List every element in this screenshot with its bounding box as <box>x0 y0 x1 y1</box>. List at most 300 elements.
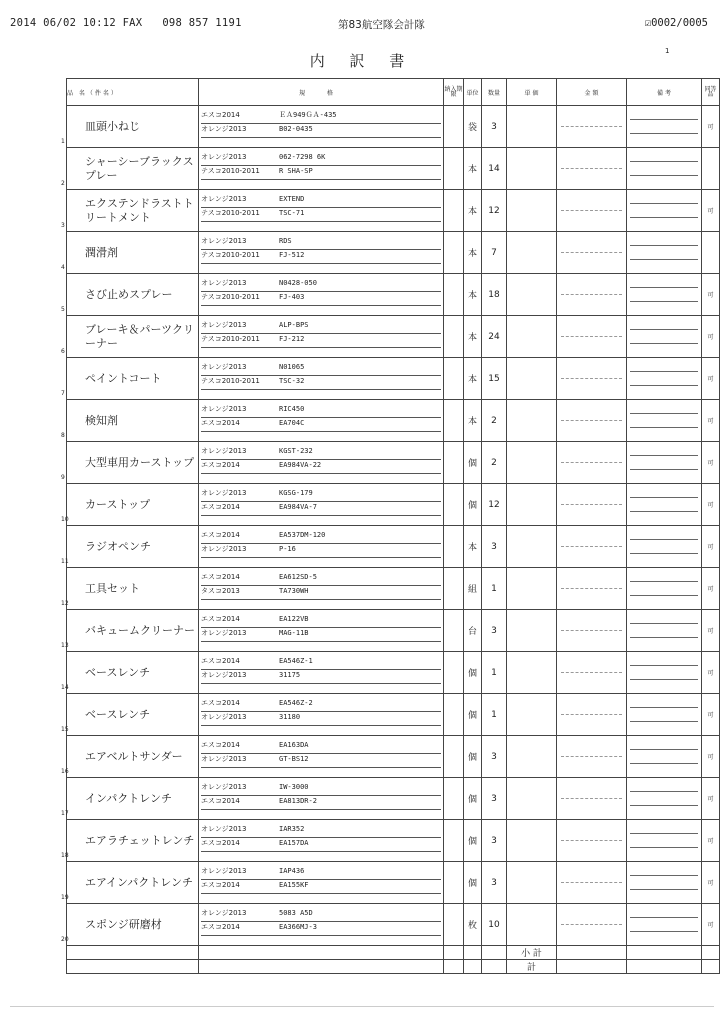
item-qty: 3 <box>482 736 507 778</box>
item-equivalent: 可 <box>702 484 720 526</box>
item-name: さび止めスプレー <box>85 287 173 301</box>
item-name-cell <box>61 526 199 568</box>
spec-maker: オレンジ2013 <box>201 125 247 133</box>
item-spec-cell <box>199 400 444 442</box>
spec-line <box>201 152 441 166</box>
spec-line <box>201 404 441 418</box>
spec-model: GT-BS12 <box>279 755 309 763</box>
amount-guide <box>561 336 622 337</box>
spec-line <box>201 782 441 796</box>
spec-model: EA122VB <box>279 615 309 623</box>
item-spec-cell <box>199 484 444 526</box>
spec-model: TSC-71 <box>279 209 305 217</box>
item-qty: 2 <box>482 400 507 442</box>
spec-line <box>201 544 441 558</box>
item-unit: 本 <box>464 232 482 274</box>
spec-model: EA546Z-2 <box>279 699 313 707</box>
item-equivalent <box>702 232 720 274</box>
note-line <box>630 245 698 246</box>
item-unit-price <box>507 400 557 442</box>
item-maker-no <box>444 610 464 652</box>
item-spec-cell <box>199 652 444 694</box>
item-maker-no <box>444 568 464 610</box>
note-line <box>630 847 698 848</box>
spec-line <box>201 418 441 432</box>
spec-model: N01065 <box>279 363 305 371</box>
spec-model: EA612SD-5 <box>279 573 317 581</box>
item-amount <box>557 232 627 274</box>
spec-maker: オレンジ2013 <box>201 713 247 721</box>
amount-guide <box>561 210 622 211</box>
item-equivalent: 可 <box>702 736 720 778</box>
note-line <box>630 595 698 596</box>
item-maker-no <box>444 358 464 400</box>
item-qty: 3 <box>482 778 507 820</box>
spec-model: TSC-32 <box>279 377 305 385</box>
item-name: ラジオペンチ <box>85 539 151 553</box>
item-name: エクステンドラストトリートメント <box>85 196 194 224</box>
spec-maker: エスコ2014 <box>201 699 240 707</box>
item-equivalent: 可 <box>702 820 720 862</box>
item-number: 2 <box>61 180 65 187</box>
amount-guide <box>561 756 622 757</box>
table-row <box>67 904 720 946</box>
spec-line <box>201 194 441 208</box>
spec-maker: オレンジ2013 <box>201 279 247 287</box>
item-name-cell <box>61 358 199 400</box>
item-note <box>627 232 702 274</box>
item-amount <box>557 652 627 694</box>
table-row <box>67 526 720 568</box>
item-unit: 本 <box>464 274 482 316</box>
note-line <box>630 833 698 834</box>
item-unit: 本 <box>464 526 482 568</box>
amount-guide <box>561 924 622 925</box>
note-line <box>630 679 698 680</box>
item-unit: 個 <box>464 820 482 862</box>
scan-edge <box>10 1006 714 1007</box>
item-name-cell <box>61 904 199 946</box>
spec-line <box>201 670 441 684</box>
spec-model: RIC450 <box>279 405 305 413</box>
amount-guide <box>561 420 622 421</box>
spec-line <box>201 628 441 642</box>
item-note <box>627 778 702 820</box>
header-yn: 同等品 <box>702 79 720 106</box>
item-equivalent <box>702 148 720 190</box>
item-note <box>627 526 702 568</box>
item-unit-price <box>507 652 557 694</box>
note-line <box>630 371 698 372</box>
item-name-cell <box>61 862 199 904</box>
item-maker-no <box>444 904 464 946</box>
table-row <box>67 652 720 694</box>
spec-line <box>201 796 441 810</box>
spec-line <box>201 530 441 544</box>
spec-maker: オレンジ2013 <box>201 825 247 833</box>
item-equivalent: 可 <box>702 316 720 358</box>
item-amount <box>557 358 627 400</box>
item-unit-price <box>507 232 557 274</box>
spec-line <box>201 166 441 180</box>
item-maker-no <box>444 316 464 358</box>
table-row <box>67 694 720 736</box>
note-line <box>630 665 698 666</box>
spec-maker: エスコ2014 <box>201 741 240 749</box>
fax-datetime: 2014 06/02 10:12 FAX 098 857 1191 <box>10 17 242 29</box>
note-line <box>630 161 698 162</box>
table-row <box>67 106 720 148</box>
note-line <box>630 889 698 890</box>
item-name-cell <box>61 736 199 778</box>
spec-maker: テスコ2010-2011 <box>201 167 260 175</box>
item-note <box>627 694 702 736</box>
spec-maker: エスコ2014 <box>201 923 240 931</box>
item-name: シャーシーブラックスプレー <box>85 154 194 182</box>
table-row <box>67 778 720 820</box>
spec-line <box>201 698 441 712</box>
spec-maker: テスコ2010-2011 <box>201 251 260 259</box>
amount-guide <box>561 672 622 673</box>
item-amount <box>557 190 627 232</box>
note-line <box>630 427 698 428</box>
spec-model: FJ-403 <box>279 293 305 301</box>
note-line <box>630 931 698 932</box>
note-line <box>630 497 698 498</box>
spec-line <box>201 712 441 726</box>
amount-guide <box>561 588 622 589</box>
item-unit: 本 <box>464 316 482 358</box>
item-name: エアベルトサンダー <box>85 749 183 763</box>
spec-maker: エスコ2014 <box>201 111 240 119</box>
item-name-cell <box>61 484 199 526</box>
item-number: 18 <box>61 852 69 859</box>
item-spec-cell <box>199 190 444 232</box>
item-unit-price <box>507 778 557 820</box>
item-equivalent: 可 <box>702 526 720 568</box>
item-note <box>627 442 702 484</box>
spec-line <box>201 292 441 306</box>
item-spec-cell <box>199 442 444 484</box>
item-maker-no <box>444 232 464 274</box>
item-name-cell <box>61 148 199 190</box>
spec-maker: オレンジ2013 <box>201 363 247 371</box>
item-note <box>627 862 702 904</box>
item-maker-no <box>444 148 464 190</box>
spec-maker: エスコ2014 <box>201 531 240 539</box>
item-number: 8 <box>61 432 65 439</box>
item-qty: 24 <box>482 316 507 358</box>
spec-model: TA730WH <box>279 587 309 595</box>
item-name-cell <box>61 610 199 652</box>
header-qty: 数量 <box>482 79 507 106</box>
item-note <box>627 358 702 400</box>
spec-line <box>201 880 441 894</box>
note-line <box>630 469 698 470</box>
spec-maker: オレンジ2013 <box>201 153 247 161</box>
item-note <box>627 400 702 442</box>
item-name: 皿頭小ねじ <box>85 119 140 133</box>
spec-model: N0428-050 <box>279 279 317 287</box>
item-maker-no <box>444 400 464 442</box>
item-number: 3 <box>61 222 65 229</box>
table-row <box>67 568 720 610</box>
table-row <box>67 610 720 652</box>
spec-maker: オレンジ2013 <box>201 405 247 413</box>
note-line <box>630 203 698 204</box>
note-line <box>630 623 698 624</box>
spec-line <box>201 502 441 516</box>
table-row <box>67 358 720 400</box>
spec-model: IAR352 <box>279 825 305 833</box>
spec-model: ALP-BPS <box>279 321 309 329</box>
spec-model: FJ-212 <box>279 335 305 343</box>
spec-model: P-16 <box>279 545 296 553</box>
item-name-cell <box>61 106 199 148</box>
item-spec-cell <box>199 736 444 778</box>
amount-guide <box>561 630 622 631</box>
spec-maker: エスコ2014 <box>201 797 240 805</box>
note-line <box>630 133 698 134</box>
amount-guide <box>561 714 622 715</box>
spec-line <box>201 488 441 502</box>
table-row <box>67 190 720 232</box>
spec-maker: オレンジ2013 <box>201 909 247 917</box>
spec-maker: エスコ2014 <box>201 461 240 469</box>
item-amount <box>557 610 627 652</box>
item-spec-cell <box>199 232 444 274</box>
note-line <box>630 175 698 176</box>
spec-line <box>201 922 441 936</box>
item-equivalent: 可 <box>702 274 720 316</box>
item-note <box>627 904 702 946</box>
item-maker-no <box>444 274 464 316</box>
item-name: 潤滑剤 <box>85 245 118 259</box>
spec-model: 062-7298 6K <box>279 153 326 161</box>
item-spec-cell <box>199 316 444 358</box>
item-unit: 枚 <box>464 904 482 946</box>
header-note: 備 考 <box>627 79 702 106</box>
header-name: 品 名（件名） <box>67 79 199 106</box>
spec-line <box>201 740 441 754</box>
item-maker-no <box>444 526 464 568</box>
spec-line <box>201 334 441 348</box>
table-row <box>67 316 720 358</box>
item-qty: 7 <box>482 232 507 274</box>
item-unit-price <box>507 904 557 946</box>
item-name-cell <box>61 568 199 610</box>
spec-maker: オレンジ2013 <box>201 321 247 329</box>
item-maker-no <box>444 484 464 526</box>
note-line <box>630 119 698 120</box>
spec-maker: エスコ2014 <box>201 419 240 427</box>
table-row <box>67 148 720 190</box>
item-qty: 3 <box>482 106 507 148</box>
spec-model: EA157DA <box>279 839 309 847</box>
spec-model: R SHA-SP <box>279 167 313 175</box>
item-qty: 1 <box>482 652 507 694</box>
spec-line <box>201 754 441 768</box>
spec-line <box>201 236 441 250</box>
item-unit-price <box>507 106 557 148</box>
item-note <box>627 820 702 862</box>
item-equivalent: 可 <box>702 610 720 652</box>
spec-maker: エスコ2014 <box>201 657 240 665</box>
item-maker-no <box>444 190 464 232</box>
item-amount <box>557 736 627 778</box>
fax-header <box>10 17 714 31</box>
amount-guide <box>561 840 622 841</box>
spec-line <box>201 460 441 474</box>
spec-line <box>201 824 441 838</box>
item-number: 14 <box>61 684 69 691</box>
item-unit: 個 <box>464 652 482 694</box>
item-unit-price <box>507 862 557 904</box>
subtotal-row <box>67 946 720 960</box>
item-note <box>627 316 702 358</box>
item-spec-cell <box>199 526 444 568</box>
spec-model: 31175 <box>279 671 301 679</box>
item-qty: 3 <box>482 526 507 568</box>
spec-maker: オレンジ2013 <box>201 755 247 763</box>
item-spec-cell <box>199 148 444 190</box>
note-line <box>630 511 698 512</box>
item-qty: 1 <box>482 694 507 736</box>
item-amount <box>557 106 627 148</box>
spec-maker: オレンジ2013 <box>201 447 247 455</box>
item-maker-no <box>444 736 464 778</box>
table-row <box>67 484 720 526</box>
spec-model: EA546Z-1 <box>279 657 313 665</box>
item-qty: 2 <box>482 442 507 484</box>
item-name: バキュームクリーナー <box>85 623 195 637</box>
item-note <box>627 190 702 232</box>
item-equivalent: 可 <box>702 862 720 904</box>
item-amount <box>557 568 627 610</box>
item-spec-cell <box>199 106 444 148</box>
note-line <box>630 791 698 792</box>
item-spec-cell <box>199 694 444 736</box>
note-line <box>630 329 698 330</box>
item-number: 10 <box>61 516 69 523</box>
header-amount: 金 額 <box>557 79 627 106</box>
spec-maker: テスコ2010-2011 <box>201 209 260 217</box>
spec-model: IW-3000 <box>279 783 309 791</box>
item-equivalent: 可 <box>702 106 720 148</box>
item-amount <box>557 862 627 904</box>
table-header-row <box>67 79 720 106</box>
spec-line <box>201 908 441 922</box>
item-qty: 1 <box>482 568 507 610</box>
note-line <box>630 721 698 722</box>
note-line <box>630 413 698 414</box>
item-unit-price <box>507 694 557 736</box>
note-line <box>630 217 698 218</box>
header-spec: 規 格 <box>199 79 444 106</box>
total-label: 計 <box>507 960 557 974</box>
item-note <box>627 736 702 778</box>
note-line <box>630 539 698 540</box>
item-name-cell <box>61 232 199 274</box>
item-number: 13 <box>61 642 69 649</box>
note-line <box>630 875 698 876</box>
spec-model: ＥＡ949ＧＡ-435 <box>279 111 337 119</box>
item-maker-no <box>444 106 464 148</box>
item-equivalent: 可 <box>702 568 720 610</box>
item-unit-price <box>507 190 557 232</box>
spec-model: EA984VA-7 <box>279 503 317 511</box>
spec-maker: オレンジ2013 <box>201 545 247 553</box>
item-unit-price <box>507 568 557 610</box>
spec-model: MAG-11B <box>279 629 309 637</box>
amount-guide <box>561 126 622 127</box>
item-amount <box>557 400 627 442</box>
item-spec-cell <box>199 862 444 904</box>
item-unit-price <box>507 484 557 526</box>
spec-line <box>201 572 441 586</box>
item-maker-no <box>444 820 464 862</box>
item-equivalent: 可 <box>702 652 720 694</box>
spec-maker: オレンジ2013 <box>201 237 247 245</box>
item-amount <box>557 526 627 568</box>
item-qty: 12 <box>482 484 507 526</box>
item-maker-no <box>444 778 464 820</box>
note-line <box>630 455 698 456</box>
spec-line <box>201 866 441 880</box>
spec-line <box>201 320 441 334</box>
item-unit-price <box>507 820 557 862</box>
item-amount <box>557 442 627 484</box>
item-unit: 袋 <box>464 106 482 148</box>
table-row <box>67 400 720 442</box>
item-number: 12 <box>61 600 69 607</box>
document-title: 内 訳 書 <box>309 52 415 70</box>
item-qty: 10 <box>482 904 507 946</box>
item-unit: 台 <box>464 610 482 652</box>
amount-guide <box>561 882 622 883</box>
item-equivalent: 可 <box>702 778 720 820</box>
item-name: 検知剤 <box>85 413 118 427</box>
item-name: エアインパクトレンチ <box>85 875 193 889</box>
item-unit: 本 <box>464 148 482 190</box>
item-amount <box>557 820 627 862</box>
total-row <box>67 960 720 974</box>
item-spec-cell <box>199 274 444 316</box>
spec-line <box>201 376 441 390</box>
item-qty: 3 <box>482 820 507 862</box>
fax-sender: 第83航空隊会計隊 <box>338 19 425 31</box>
item-number: 16 <box>61 768 69 775</box>
note-line <box>630 553 698 554</box>
spec-line <box>201 278 441 292</box>
item-unit-price <box>507 526 557 568</box>
item-spec-cell <box>199 904 444 946</box>
item-name: ベースレンチ <box>85 665 151 679</box>
item-name: ベースレンチ <box>85 707 151 721</box>
spec-line <box>201 250 441 264</box>
item-note <box>627 568 702 610</box>
spec-line <box>201 362 441 376</box>
spec-maker: エスコ2014 <box>201 615 240 623</box>
note-line <box>630 707 698 708</box>
spec-model: EA984VA-22 <box>279 461 322 469</box>
item-equivalent: 可 <box>702 190 720 232</box>
item-unit-price <box>507 358 557 400</box>
item-equivalent: 可 <box>702 400 720 442</box>
spec-line <box>201 208 441 222</box>
item-name-cell <box>61 274 199 316</box>
item-amount <box>557 778 627 820</box>
